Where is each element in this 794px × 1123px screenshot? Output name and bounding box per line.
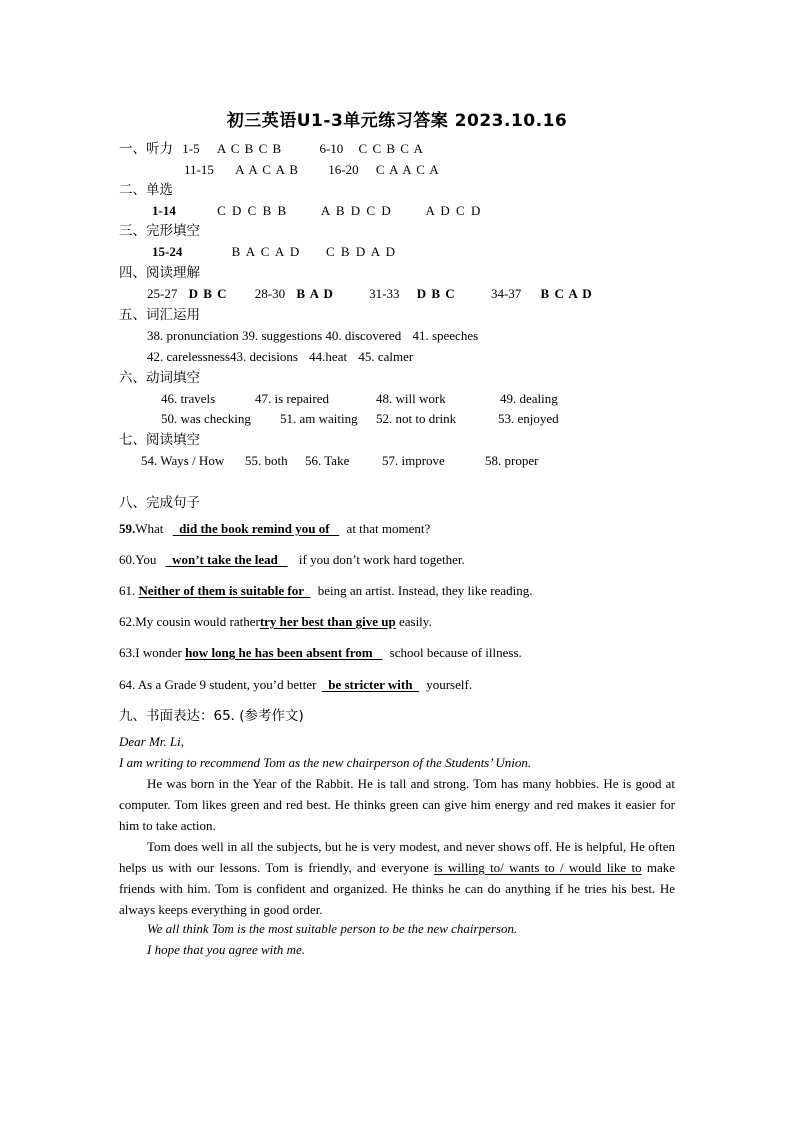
section-heading: 九、书面表达：65. (参考作文) bbox=[119, 708, 304, 724]
section-heading: 五、词汇运用 bbox=[119, 307, 200, 323]
sentence-59: 59.What did the book remind you of at that moment? bbox=[119, 521, 431, 536]
section-heading: 七、阅读填空 bbox=[119, 432, 200, 448]
sentence-64: 64. As a Grade 9 student, you’d better be stricter with yourself. bbox=[119, 677, 473, 692]
sentence-61: 61. Neither of them is suitable for being an artist. Instead, they like reading. bbox=[119, 583, 533, 598]
letter-intro: I am writing to recommend Tom as the new chairperson of the Students’ Union. bbox=[119, 755, 532, 770]
listening-row-2: 11-15 A A C A B 16-20 C A A C A bbox=[184, 162, 440, 177]
reading-fill-answers: 54. Ways / How 55. both 56. Take 57. improve 58. proper bbox=[141, 453, 539, 468]
verb-row-1: 46. travels 47. is repaired 48. will work 49. dealing bbox=[161, 391, 558, 406]
reading-answers: 25-27 D B C 28-30 B A D 31-33 D B C 34-37 B C A D bbox=[147, 286, 593, 301]
section-heading: 四、阅读理解 bbox=[119, 265, 200, 281]
letter-closing-1: We all think Tom is the most suitable person to be the new chairperson. bbox=[147, 921, 518, 936]
cloze-answers: 15-24 B A C A D C B D A D bbox=[152, 244, 397, 259]
section-heading: 八、完成句子 bbox=[119, 495, 200, 511]
letter-closing-2: I hope that you agree with me. bbox=[147, 942, 306, 957]
letter-paragraph-1: He was born in the Year of the Rabbit. He is tall and strong. Tom has many hobbies. He is good at computer. Tom likes green and red best. He thinks green can give him energy and red makes it easier for him to take action. bbox=[119, 776, 675, 833]
section-listening: 一、听力 1-5 A C B C B 6-10 C C B C A bbox=[119, 141, 424, 157]
letter-paragraph-2: Tom does well in all the subjects, but he is very modest, and never shows off. He is helpful, He often helps us with our lessons. Tom is friendly, and everyone is willing to/ wants to / would like to make friends with him. Tom is confident and organized. He thinks he can do anything if he tries his best. He always keeps everything in good order. bbox=[119, 839, 676, 917]
sentence-60: 60.You won’t take the lead if you don’t work hard together. bbox=[119, 552, 465, 567]
letter-greeting: Dear Mr. Li, bbox=[119, 734, 185, 749]
section-heading: 三、完形填空 bbox=[119, 223, 200, 239]
single-choice-answers: 1-14 C D C B B A B D C D A D C D bbox=[152, 203, 482, 218]
vocab-row-2: 42. carelessness43. decisions 44.heat 45. calmer bbox=[147, 349, 414, 364]
section-heading: 六、动词填空 bbox=[119, 370, 200, 386]
sentence-63: 63.I wonder how long he has been absent from school because of illness. bbox=[119, 645, 522, 660]
page-title: 初三英语U1-3单元练习答案 2023.10.16 bbox=[226, 111, 568, 131]
vocab-row-1: 38. pronunciation 39. suggestions 40. discovered 41. speeches bbox=[147, 328, 479, 343]
sentence-62: 62.My cousin would rathertry her best than give up easily. bbox=[119, 614, 432, 629]
section-heading: 一、听力 bbox=[119, 141, 173, 157]
verb-row-2: 50. was checking 51. am waiting 52. not to drink 53. enjoyed bbox=[161, 411, 559, 426]
section-heading: 二、单选 bbox=[119, 182, 173, 198]
underlined-answer: is willing to/ wants to / would like to bbox=[434, 860, 642, 875]
